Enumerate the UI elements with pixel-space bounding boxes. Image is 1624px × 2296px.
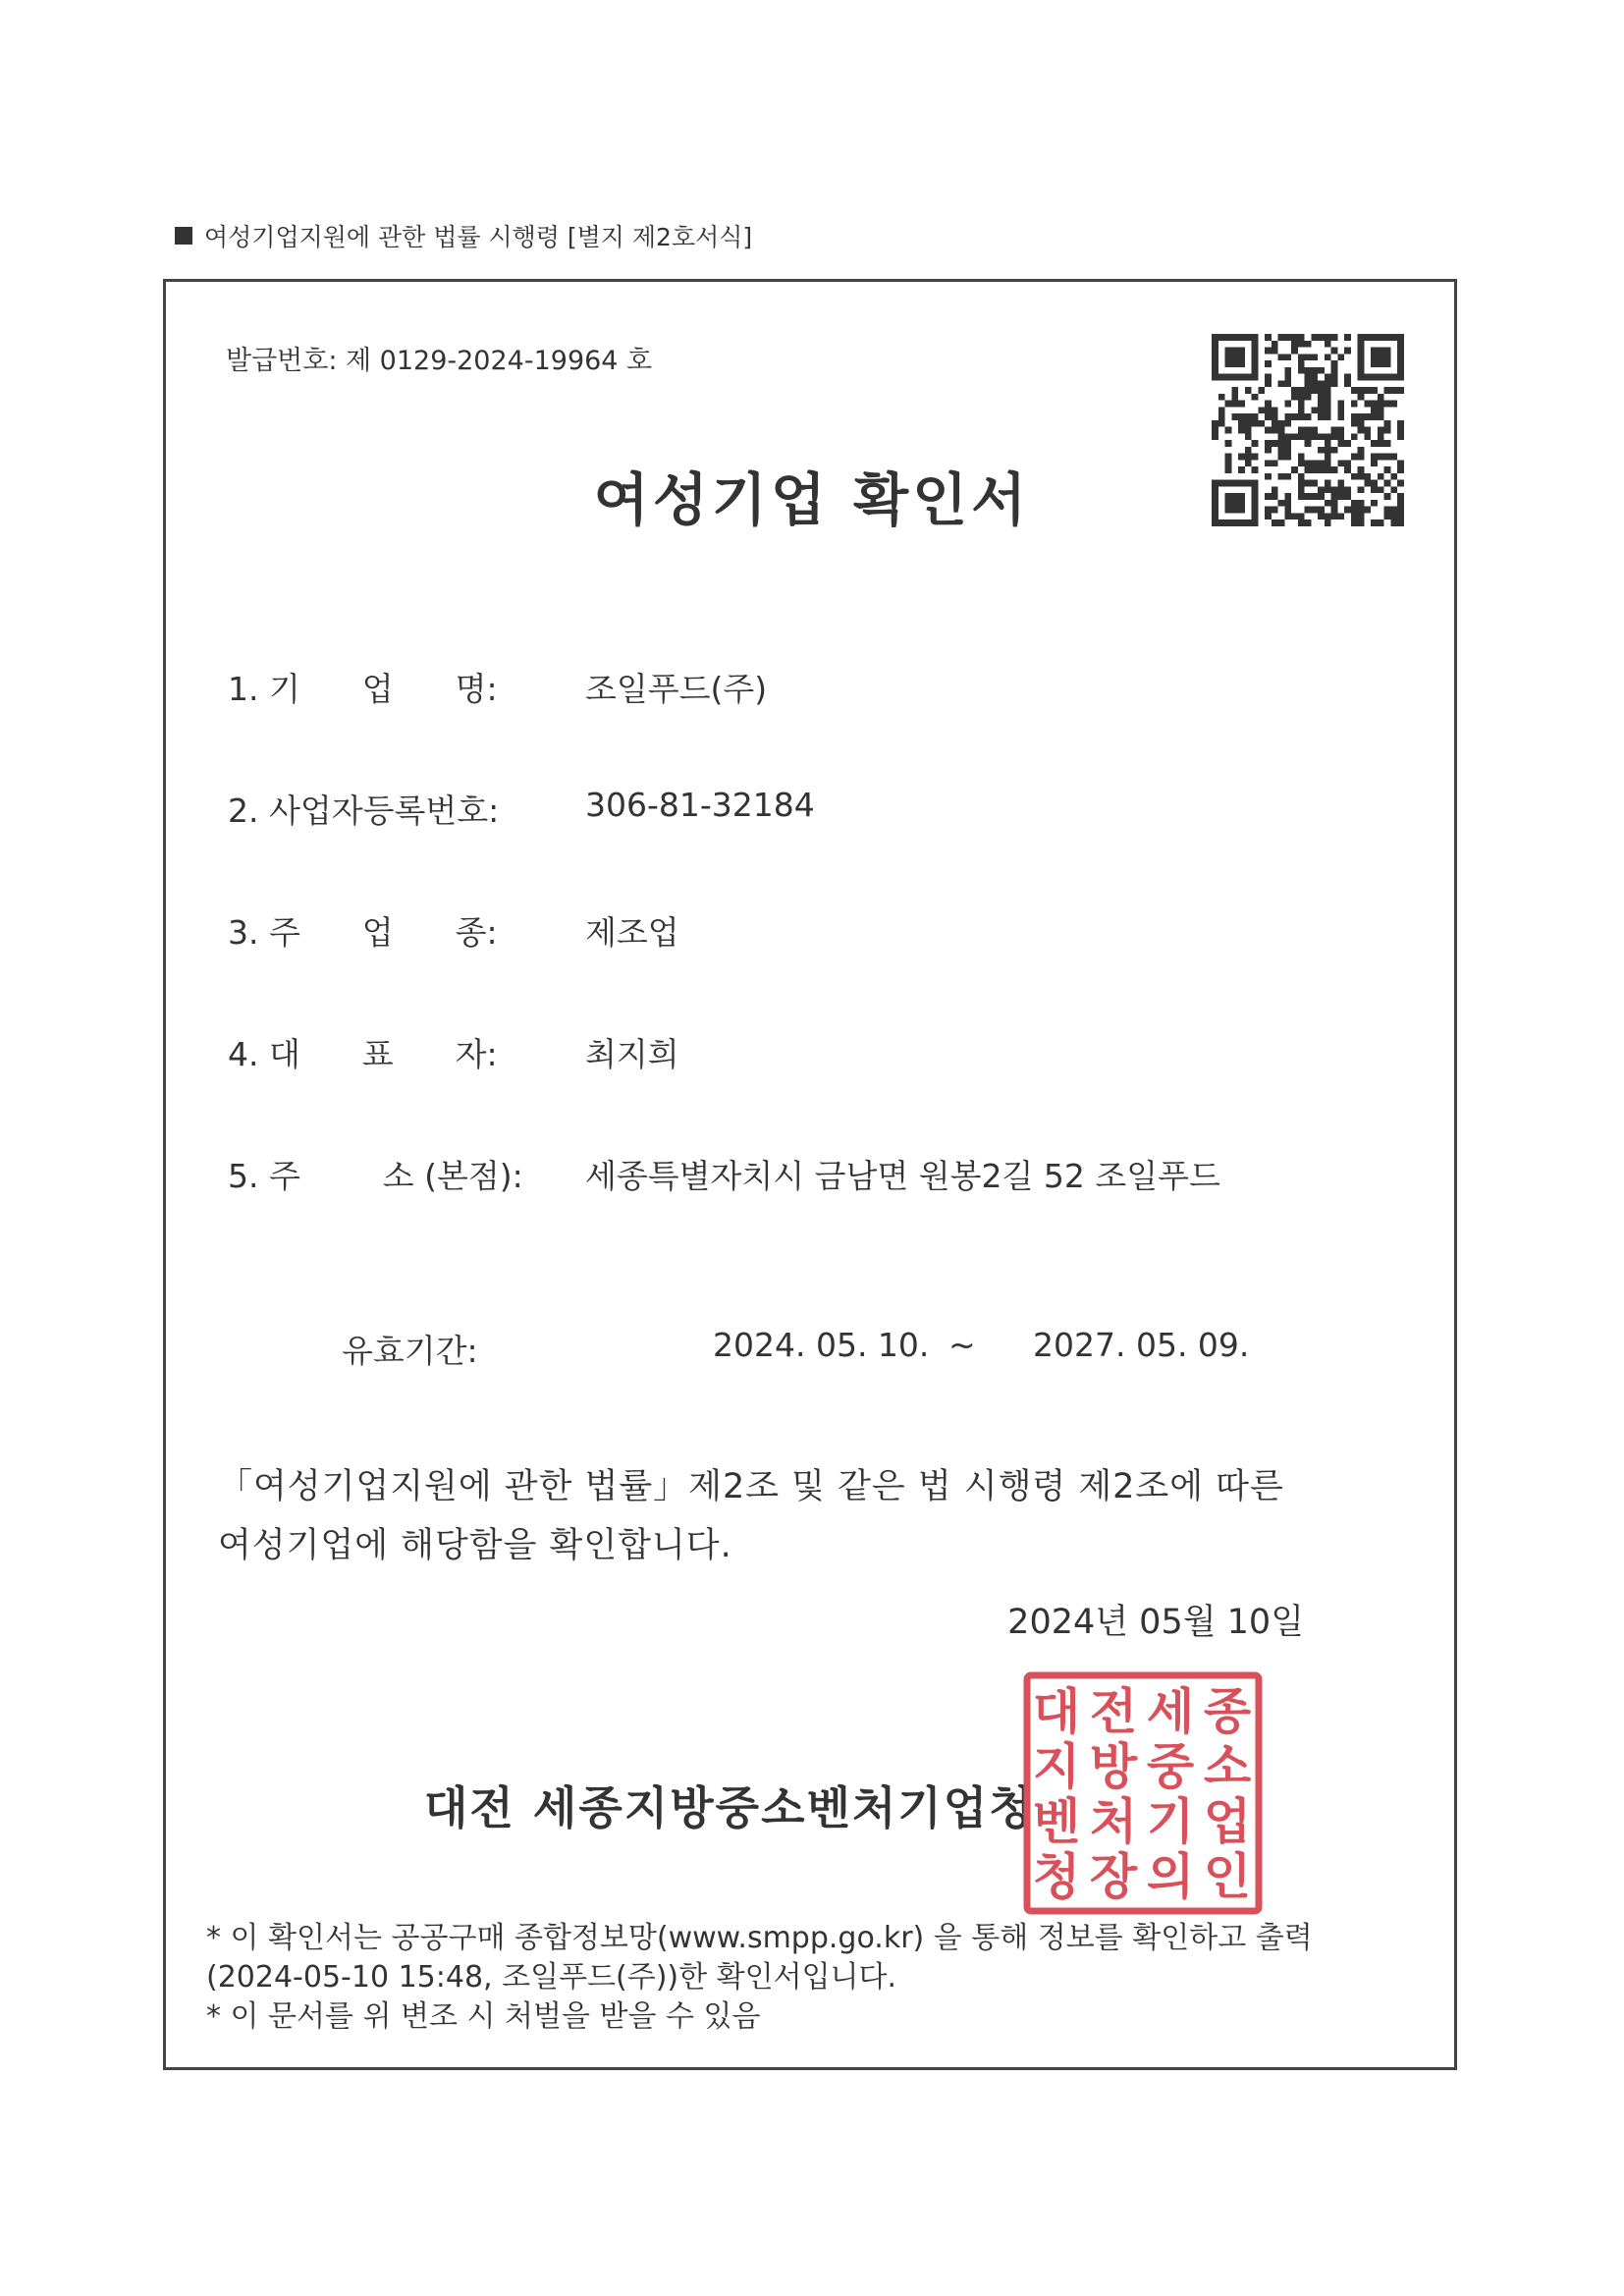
seal-glyph: 의 [1146, 1848, 1195, 1905]
seal-glyph: 지 [1032, 1738, 1081, 1795]
field-value: 제조업 [585, 913, 679, 952]
field-value: 최지희 [585, 1035, 679, 1073]
validity-separator: ~ [948, 1326, 976, 1364]
note-line-1: * 이 확인서는 공공구매 종합정보망(www.smpp.go.kr) 을 통해 정보를 확인하고 출력 [206, 1921, 1313, 1955]
note-line-2: (2024-05-10 15:48, 조일푸드(주))한 확인서입니다. [206, 1960, 897, 1995]
seal-glyph: 기 [1146, 1793, 1195, 1850]
field-label: 1. 기 업 명: [228, 670, 498, 708]
field-value: 조일푸드(주) [585, 670, 768, 708]
document-title: 여성기업 확인서 [593, 466, 1031, 533]
seal-glyph: 중 [1146, 1738, 1195, 1795]
statement-line-2: 여성기업에 해당함을 확인합니다. [218, 1526, 732, 1565]
field-value: 세종특별자치시 금남면 원봉2길 52 조일푸드 [585, 1157, 1220, 1195]
issue-number: 발급번호: 제 0129-2024-19964 호 [226, 346, 653, 376]
validity-end: 2027. 05. 09. [1033, 1326, 1250, 1364]
form-reference [175, 218, 752, 253]
seal-glyph: 전 [1089, 1683, 1138, 1740]
seal-glyph: 대 [1032, 1683, 1081, 1740]
seal-glyph: 업 [1203, 1793, 1252, 1850]
field-label: 3. 주 업 종: [228, 913, 498, 952]
square-bullet-icon [175, 227, 192, 245]
seal-glyph: 벤 [1032, 1793, 1081, 1850]
confirmation-statement [218, 1457, 1284, 1575]
note-line-3: * 이 문서를 위 변조 시 처벌을 받을 수 있음 [206, 1999, 761, 2034]
validity-start: 2024. 05. 10. [713, 1326, 930, 1364]
seal-glyph: 처 [1089, 1793, 1138, 1850]
seal-glyph: 장 [1089, 1848, 1138, 1905]
official-seal-icon [1021, 1669, 1265, 1917]
form-reference-text: 여성기업지원에 관한 법률 시행령 [별지 제2호서식] [204, 223, 753, 251]
seal-glyph: 소 [1203, 1738, 1252, 1795]
field-label: 5. 주 소 (본점): [228, 1157, 523, 1195]
seal-glyph: 종 [1203, 1683, 1252, 1740]
issue-date: 2024년 05월 10일 [1007, 1603, 1304, 1642]
seal-glyph: 방 [1089, 1738, 1138, 1795]
seal-glyph: 청 [1032, 1848, 1081, 1905]
field-label: 4. 대 표 자: [228, 1035, 498, 1073]
field-value: 306-81-32184 [585, 786, 815, 824]
seal-glyph: 인 [1203, 1848, 1252, 1905]
statement-line-1: 「여성기업지원에 관한 법률」제2조 및 같은 법 시행령 제2조에 따른 [218, 1467, 1284, 1506]
issuer-name: 대전 세종지방중소벤처기업청 [424, 1781, 1035, 1834]
seal-glyph: 세 [1146, 1683, 1195, 1740]
validity-label: 유효기간: [342, 1332, 478, 1370]
field-label: 2. 사업자등록번호: [228, 792, 500, 830]
